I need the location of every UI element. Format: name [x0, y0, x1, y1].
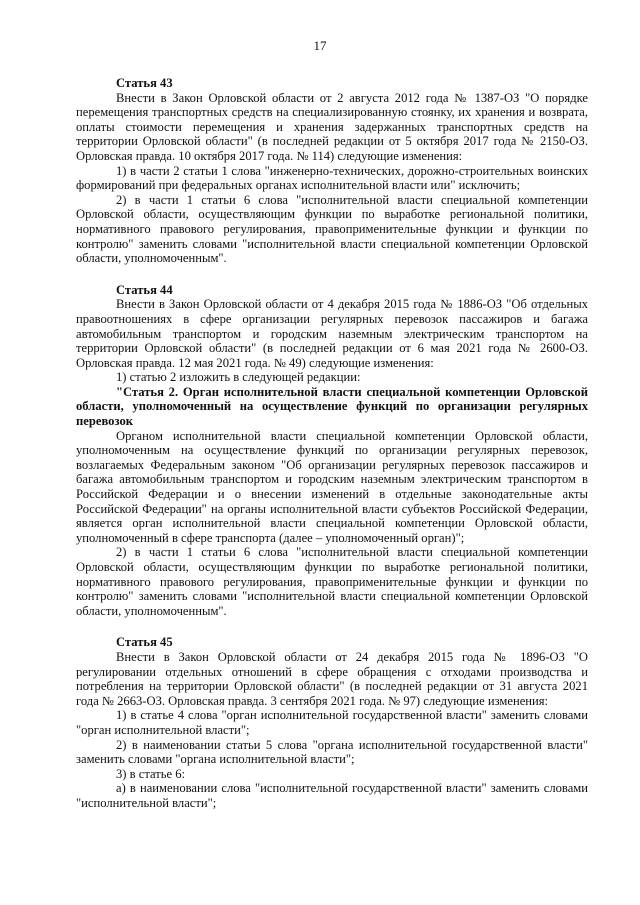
- article-45: [76, 635, 588, 810]
- article-paragraph: 2) в части 1 статьи 6 слова "исполнительной власти специальной компетенции Орловской области, осуществляющим функции по выработке региональной политики, нормативного правового регулирования, правоприменительные функции и функции по контролю" заменить словами "исполнительной власти специальной компетенции Орловской области, уполномоченным".: [76, 192, 588, 266]
- article-paragraph: 2) в части 1 статьи 6 слова "исполнительной власти специальной компетенции Орловской области, осуществляющим функции по выработке региональной политики, нормативного правового регулирования, правоприменительные функции и функции по контролю" заменить словами "исполнительной власти специальной компетенции Орловской области, уполномоченным".: [76, 545, 588, 618]
- document-body: [76, 76, 588, 811]
- article-paragraph: 1) в статье 4 слова "орган исполнительной государственной власти" заменить словами "орган исполнительной власти";: [76, 708, 588, 737]
- article-paragraph: а) в наименовании слова "исполнительной государственной власти" заменить словами "исполнительной власти";: [76, 781, 588, 810]
- article-paragraph: 3) в статье 6:: [116, 766, 186, 781]
- article-paragraph: 1) статью 2 изложить в следующей редакции:: [116, 370, 361, 385]
- article-44: [76, 283, 588, 619]
- article-title: Статья 44: [116, 282, 173, 297]
- article-new-heading: "Статья 2. Орган исполнительной власти специальной компетенции Орловской области, уполномоченный на осуществление функций по организации регулярных перевозок: [76, 384, 588, 429]
- article-paragraph: 1) в части 2 статьи 1 слова "инженерно-технических, дорожно-строительных воинских формирований при федеральных органах исполнительной власти или" исключить;: [76, 163, 588, 193]
- spacer: [76, 618, 588, 635]
- article-paragraph: Внести в Закон Орловской области от 2 августа 2012 года № 1387-ОЗ "О порядке перемещения транспортных средств на специализированную стоянку, их хранения и возврата, оплаты стоимости перемещения и хранения задержанных транспортных средств на территории Орловской области" (в последней редакции от 5 октября 2017 года № 2150-ОЗ. Орловская правда. 10 октября 2017 года. № 114) следующие изменения:: [76, 90, 588, 163]
- article-title: Статья 43: [116, 76, 173, 90]
- page-number: 17: [313, 38, 327, 53]
- article-title: Статья 45: [116, 635, 173, 650]
- article-paragraph: Внести в Закон Орловской области от 4 декабря 2015 года № 1886-ОЗ "Об отдельных правоотношениях в сфере организации регулярных перевозок пассажиров и багажа автомобильным транспортом и городским наземным электрическим транспортом на территории Орловской области" (в последней редакции от 6 мая 2021 года № 2600-ОЗ. Орловская правда. 12 мая 2021 года. № 49) следующие изменения:: [76, 297, 588, 370]
- article-43: [76, 76, 588, 266]
- article-paragraph: Внести в Закон Орловской области от 24 декабря 2015 года № 1896-ОЗ "О регулировании отдельных отношений в сфере обращения с отходами производства и потребления на территории Орловской области" (в последней редакции от 31 августа 2021 года № 2663-ОЗ. Орловская правда. 3 сентября 2021 года. № 97) следующие изменения:: [76, 649, 588, 708]
- article-paragraph: 2) в наименовании статьи 5 слова "органа исполнительной государственной власти" заменить словами "органа исполнительной власти";: [76, 737, 588, 767]
- article-paragraph: Органом исполнительной власти специальной компетенции Орловской области, уполномоченным на осуществление функций по организации регулярных перевозок, возлагаемых Федеральным законом "Об организации регулярных перевозок пассажиров и багажа автомобильным транспортом и городским наземным электрическим транспортом в Российской Федерации и о внесении изменений в отдельные законодательные акты Российской Федерации" на органы исполнительной власти субъектов Российской Федерации, является орган исполнительной власти специальной компетенции Орловской области, уполномоченный в сфере транспорта (далее – уполномоченный орган)";: [76, 428, 588, 545]
- spacer: [76, 266, 588, 283]
